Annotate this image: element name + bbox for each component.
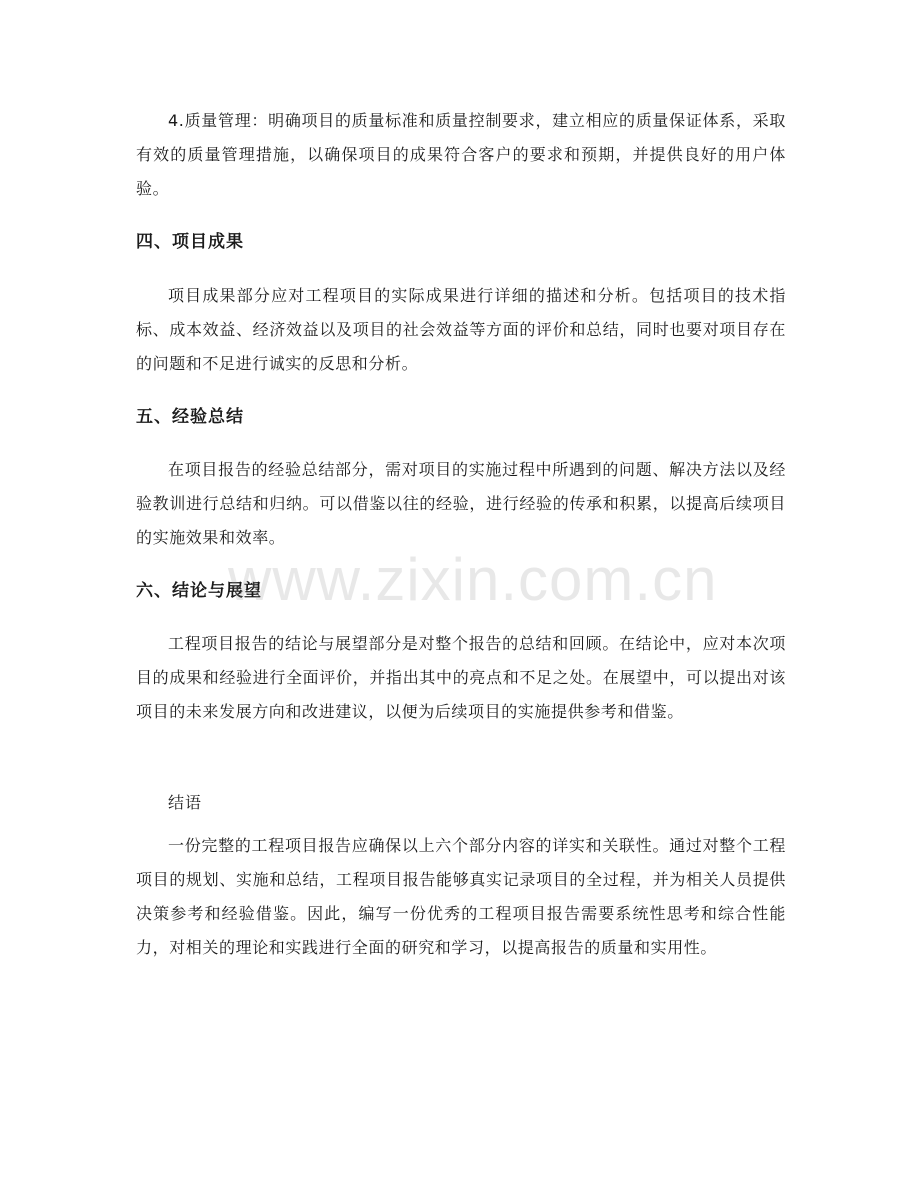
section-heading-project-results: 四、项目成果 <box>136 232 244 252</box>
section-heading-conclusion-outlook: 六、结论与展望 <box>136 581 262 601</box>
paragraph-quality-management: 4.质量管理：明确项目的质量标准和质量控制要求，建立相应的质量保证体系，采取有效的质量管理措施，以确保项目的成果符合客户的要求和预期，并提供良好的用户体验。 <box>136 111 786 198</box>
paragraph-experience-summary: 在项目报告的经验总结部分，需对项目的实施过程中所遇到的问题、解决方法以及经验教训进行总结和归纳。可以借鉴以往的经验，进行经验的传承和积累，以提高后续项目的实施效果和效率。 <box>136 460 786 547</box>
watermark-text: www.zixin.com.cn <box>228 546 718 613</box>
paragraph-closing: 一份完整的工程项目报告应确保以上六个部分内容的详实和关联性。通过对整个工程项目的规划、实施和总结，工程项目报告能够真实记录项目的全过程，并为相关人员提供决策参考和经验借鉴。因此，编写一份优秀的工程项目报告需要系统性思考和综合性能力，对相关的理论和实践进行全面的研究和学习，以提高报告的质量和实用性。 <box>136 836 786 957</box>
paragraph-project-results: 项目成果部分应对工程项目的实际成果进行详细的描述和分析。包括项目的技术指标、成本效益、经济效益以及项目的社会效益等方面的评价和总结，同时也要对项目存在的问题和不足进行诚实的反思和分析。 <box>136 286 786 373</box>
section-heading-experience-summary: 五、经验总结 <box>136 407 244 427</box>
paragraph-conclusion-outlook: 工程项目报告的结论与展望部分是对整个报告的总结和回顾。在结论中，应对本次项目的成果和经验进行全面评价，并指出其中的亮点和不足之处。在展望中，可以提出对该项目的未来发展方向和改进建议，以便为后续项目的实施提供参考和借鉴。 <box>136 634 786 721</box>
closing-label: 结语 <box>168 793 203 812</box>
